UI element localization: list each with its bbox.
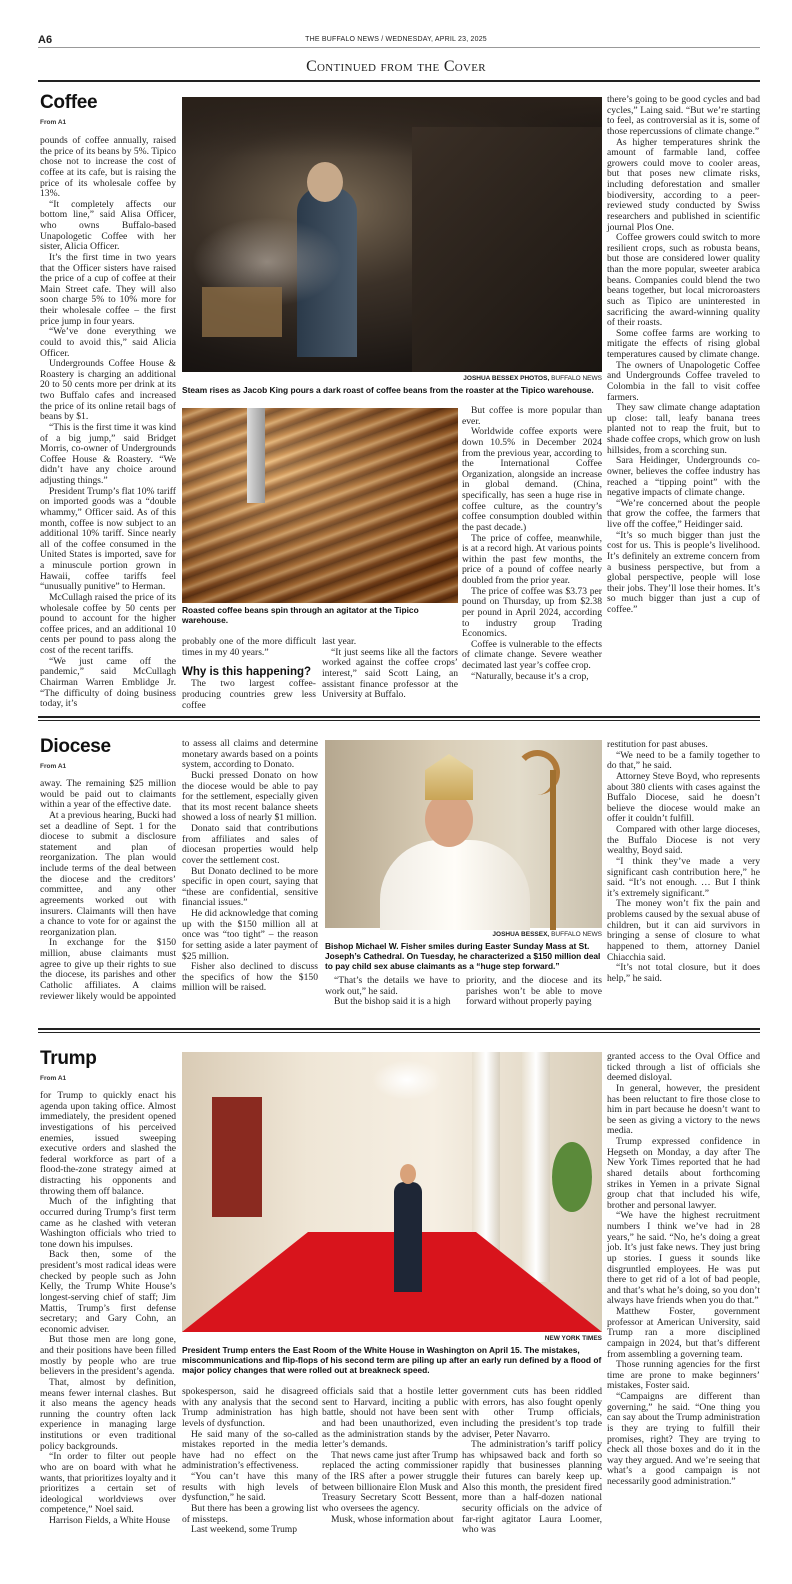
agitator-arm — [247, 408, 265, 503]
paragraph: The money won’t fix the pain and problems caused by the sexual abuse of children, but it can aid survivors in bringing a sense of closure to what happened to them, attorney Daniel Chiacchia said. — [607, 898, 760, 963]
paragraph: Some coffee farms are working to mitigate the effects of rising global temperatures caused by climate change. — [607, 327, 760, 360]
paragraph: McCullagh raised the price of its wholesale coffee by 50 cents per pound to account for the higher coffee prices, and an additional 10 cents per pound to pass along the cost of the recent tariffs. — [40, 591, 176, 656]
photo-east-room — [182, 1052, 602, 1332]
paragraph: “It completely affects our bottom line,” said Alisa Officer, who owns Buffalo-based Unapologetic Coffee with her sister, Alicia Officer. — [40, 198, 176, 253]
paragraph: Compared with other large dioceses, the Buffalo Diocese is not very wealthy, Boyd said. — [607, 824, 760, 857]
paragraph: “I think they’ve made a very significant cash contribution here,” he said. “It’s not enough. … But I think it’s extremely significant.” — [607, 855, 760, 899]
photo-caption: Steam rises as Jacob King pours a dark roast of coffee beans from the roaster at the Tipico warehouse. — [182, 385, 594, 395]
paragraph: Sara Heidinger, Undergrounds co-owner, believes the coffee industry has reached a “tipping point” with the negative impacts of climate change. — [607, 455, 760, 499]
paragraph: It’s the first time in two years that the Officer sisters have raised the price of a cup of coffee at their Main Street cafe. They will also soon charge 5% to 10% more for their wholesale coffee – the first price jump in four years. — [40, 251, 176, 327]
doorway — [212, 1097, 262, 1217]
paragraph: The two largest coffee-producing countries grew less coffee — [182, 678, 316, 711]
paragraph: Those running agencies for the first time are prone to make beginners’ mistakes, Foster said. — [607, 1359, 760, 1392]
paragraph: The price of coffee was $3.73 per pound on Thursday, up from $2.38 per pound in April 2024, according to industry group Trading Economics. — [462, 585, 602, 640]
photo-caption: President Trump enters the East Room of the White House in Washington on April 15. The mistakes, miscommunications and flip-flops of his second term are piling up after an early run defined by a flood of major policy changes that were rolled out at breakneck speed. — [182, 1345, 602, 1376]
section-banner: Continued from the Cover — [306, 58, 486, 75]
paragraph: Musk, whose information about — [331, 1513, 454, 1525]
trump-column-1 — [40, 1091, 176, 1577]
photo-bishop — [325, 740, 602, 928]
photo-credit: JOSHUA BESSEX PHOTOS, BUFFALO NEWS — [463, 375, 602, 382]
paragraph: That news came just after Trump replaced the acting commissioner of the IRS after a power struggle between billionaire Elon Musk and Treasury Secretary Scott Bessent, who oversees the agency. — [322, 1449, 458, 1514]
paragraph: Donato said that contributions from affiliates and sales of diocesan properties would help cover the settlement cost. — [182, 823, 318, 866]
header-rule — [38, 47, 760, 48]
paragraph: “We just came off the pandemic,” said McCullagh Chairman Warren Emblidge Jr. “The difficulty of doing business today, it’s — [40, 655, 176, 710]
paragraph: President Trump’s flat 10% tariff on imported goods was a “double whammy,” Officer said. As of this month, coffee is now subject to an additional 10% tariff. Since nearly all of the coffee consumed in the United States is imported, save for a minuscule portion grown in Hawaii, coffee tariffs feel “unusually punitive” to Herman. — [40, 485, 176, 593]
paragraph: officials said that a hostile letter sent to Harvard, inciting a public battle, should not have been sent and had been unauthorized, even as the administration stands by the letter’s demands. — [322, 1386, 458, 1451]
jump-from-label: From A1 — [40, 119, 67, 126]
paragraph: But Donato declined to be more specific in open court, saying that “these are confidential, sensitive financial issues.” — [182, 865, 318, 909]
coffee-column-1 — [40, 135, 176, 710]
paragraph: In general, however, the president has been reluctant to fire those close to him in part because he doesn’t want to be seen as giving a victory to the news media. — [607, 1082, 760, 1137]
paragraph: government cuts has been riddled with errors, has also fought openly with other Trump officials, including the president’s top trade adviser, Peter Navarro. — [462, 1386, 602, 1440]
subhead: Why is this happening? — [182, 666, 312, 679]
paragraph: probably one of the more difficult times in my 40 years.” — [182, 636, 316, 658]
diocese-column-1 — [40, 779, 176, 1014]
dateline: THE BUFFALO NEWS / WEDNESDAY, APRIL 23, 2025 — [305, 36, 487, 43]
paragraph: The administration’s tariff policy has whipsawed back and forth so rapidly that businesses planning their futures can barely keep up. Also this month, the president fired more than a half-dozen national security officials on the advice of far-right agitator Laura Loomer, who was — [462, 1439, 602, 1536]
paragraph: As higher temperatures shrink the amount of farmable land, coffee growers could move to cooler areas, but that poses new climate risks, including deforestation and smaller biodiversity, according to a peer-reviewed study conducted by Swiss researchers and published in scientific journal Plos One. — [607, 136, 760, 233]
paragraph: Matthew Foster, government professor at American University, said Trump ran a more disciplined campaign in 2024, but that’s different from assembling a governing team. — [607, 1306, 760, 1360]
paragraph: They saw climate change adaptation up close: tall, leafy banana trees planted not to reap the fruit, but to shade coffee crops, which grow on lush hillsides, from a scorching sun. — [607, 402, 760, 456]
paragraph: That, almost by definition, means fewer internal clashes. But it also means the agency heads running the country often lack experience in managing large institutions or even traditional policy backgrounds. — [40, 1376, 176, 1452]
paragraph: “Campaigns are different than governing,” he said. “One thing you can say about the Trump administration is they are trying to fulfill their promises, right? They are trying to check all those boxes and do it in the way they argued. And we’re seeing that what’s a good campaign is not necessarily good administration.” — [607, 1391, 760, 1487]
trump-column-2 — [182, 1387, 318, 1577]
photo-coffee-roaster — [182, 97, 602, 372]
banner-rule — [38, 80, 760, 82]
paragraph: “We have the highest recruitment numbers I think we’ve had in 28 years,” he said. “No, he’s doing a great job. It’s just fake news. They just bring up stories. I guess it sounds like disgruntled employees. He was put there to get rid of a lot of bad people, and that’s what he’s doing, so you don’t always have friends when you do that.” — [607, 1210, 760, 1307]
section-divider — [38, 716, 760, 721]
paragraph: Much of the infighting that occurred during Trump’s first term came as he clashed with veteran Washington officials who tried to tone down his impulses. — [40, 1196, 176, 1250]
photo-coffee-beans — [182, 408, 458, 603]
story-title-diocese: Diocese — [40, 736, 111, 757]
paragraph: He said many of the so-called mistakes reported in the media have had no effect on the administration’s effectiveness. — [182, 1428, 318, 1472]
coffee-column-2 — [182, 636, 316, 711]
paragraph: “It’s not total closure, but it does help,” he said. — [607, 962, 760, 984]
trump-column-3 — [322, 1387, 458, 1577]
paragraph: Worldwide coffee exports were down 10.5% in December 2024 from the previous year, according to the International Coffee Organization, alongside an increase in global demand. (China, specifically, has seen a huge rise in coffee culture, as the country’s coffee consumption doubled within the past decade.) — [462, 426, 602, 533]
story-title-coffee: Coffee — [40, 92, 98, 113]
jump-from-label: From A1 — [40, 763, 67, 770]
paragraph: Last weekend, some Trump — [191, 1524, 298, 1536]
paragraph: there’s going to be good cycles and bad cycles,” Laing said. “But we’re starting to feel, as controversial as it is, some of those repercussions of climate change.” — [607, 94, 760, 137]
paragraph: to assess all claims and determine monetary awards based on a points system, according to Donato. — [182, 738, 318, 771]
chandelier — [372, 1060, 442, 1100]
paragraph: priority, and the diocese and its parishes won’t be able to move forward without properly paying — [466, 975, 602, 1008]
plant — [552, 1142, 592, 1212]
section-divider — [38, 1028, 760, 1033]
paragraph: At a previous hearing, Bucki had set a deadline of Sept. 1 for the diocese to submit a disclosure statement and plan of reorganization. The plan would include terms of the deal between the diocese and the creditors’ committee, and any other agreements worked out with insurers. Claimants will then have a chance to vote for or against the reorganization plan. — [40, 809, 176, 938]
diocese-column-4 — [466, 976, 602, 1014]
miter — [425, 754, 473, 800]
paragraph: last year. — [322, 636, 357, 647]
paragraph: “We need to be a family together to do that,” he said. — [607, 749, 760, 772]
trump-column-4 — [462, 1387, 602, 1577]
page-number: A6 — [38, 34, 53, 46]
paragraph: pounds of coffee annually, raised the price of its beans by 5%. Tipico chose not to increase the cost of coffee at its cafe, but is raising the price of its wholesale coffee by 13%. — [40, 135, 176, 200]
paragraph: Back then, some of the president’s most radical ideas were checked by people such as John Kelly, the Trump White House’s longest-serving chief of staff; Jim Mattis, Trump’s first defense secretary; and Gary Cohn, an economic adviser. — [40, 1249, 176, 1335]
paragraph: restitution for past abuses. — [607, 739, 708, 750]
diocese-column-5 — [607, 740, 760, 1014]
photo-credit: NEW YORK TIMES — [544, 1335, 602, 1342]
photo-caption: Bishop Michael W. Fisher smiles during Easter Sunday Mass at St. Joseph’s Cathedral. On Tuesday, he characterized a $150 million deal to pay child sex abuse claimants as a “huge step forward.” — [325, 941, 601, 972]
paragraph: But coffee is more popular than ever. — [462, 405, 602, 427]
paragraph: “This is the first time it was kind of a big jump,” said Bridget Morris, co-owner of Undergrounds Coffee House & Roastery. “We didn’t have any choice around adjusting things.” — [40, 421, 176, 486]
paragraph: Coffee growers could switch to more resilient crops, such as robusta beans, but those are considered lower quality than the more popular, sweeter arabica beans. Companies could blend the two beans together, but local microroasters such as Tipico are uninterested in sacrificing the award-winning quality of their roasts. — [607, 232, 760, 329]
paragraph: Undergrounds Coffee House & Roastery is charging an additional 20 to 50 cents more per drink at its two Buffalo cafes and increased the price of its online retail bags of beans by $1. — [40, 358, 176, 423]
president-figure — [394, 1182, 422, 1292]
paragraph: Bucki pressed Donato on how the diocese would be able to pay for the settlement, especially given that its most recent balance sheets showed a loss of nearly $1 million. — [182, 769, 318, 824]
vestments — [380, 840, 530, 930]
paragraph: In exchange for the $150 million, abuse claimants must agree to give up their rights to sue the diocese, its parishes and other Catholic affiliates. A claims reviewer likely would be appointed — [40, 937, 176, 1002]
crozier — [550, 770, 556, 930]
paragraph: Harrison Fields, a White House — [49, 1515, 171, 1526]
paragraph: “It just seems like all the factors worked against the coffee crops’ interest,” said Scott Laing, an assistant finance professor at the University at Buffalo. — [322, 646, 458, 701]
paragraph: “It’s so much bigger than just the cost for us. This is people’s livelihood. It’s definitely an extreme concern from a business perspective, but from a global perspective, people will lose their jobs. They’ll lose their homes. It’s so much bigger than just a cup of coffee.” — [607, 529, 760, 615]
paragraph: Fisher also declined to discuss the specifics of how the $150 million will be raised. — [182, 961, 318, 994]
paragraph: The owners of Unapologetic Coffee and Undergrounds Coffee traveled to Colombia in the fall to visit coffee farmers. — [607, 359, 760, 403]
photo-caption: Roasted coffee beans spin through an agitator at the Tipico warehouse. — [182, 605, 419, 626]
paragraph: But the bishop said it is a high — [334, 996, 451, 1008]
coffee-column-5 — [607, 95, 760, 704]
coffee-column-4 — [462, 406, 602, 704]
paragraph: But there has been a growing list of missteps. — [182, 1502, 318, 1525]
paragraph: “In order to filter out people who are on board with what he wants, that prioritizes loyalty and it prioritizes a certain set of ideological worldviews over competence,” Noel said. — [40, 1451, 176, 1516]
paragraph: Trump expressed confidence in Hegseth on Monday, a day after The New York Times reported that he had shared details about forthcoming strikes in Yemen in a private Signal group chat that included his wife, brother and personal lawyer. — [607, 1136, 760, 1211]
paragraph: “That’s the details we have to work out,” he said. — [325, 975, 460, 997]
paragraph: spokesperson, said he disagreed with any analysis that the second Trump administration has high levels of dysfunction. — [182, 1386, 318, 1429]
diocese-column-2 — [182, 739, 318, 1014]
paragraph: But those men are long gone, and their positions have been filled mostly by people who are true believers in the president’s agenda. — [40, 1334, 176, 1378]
paragraph: “We’ve done everything we could to avoid this,” said Alicia Officer. — [40, 326, 176, 359]
paragraph: He did acknowledge that coming up with the $150 million all at once was “too tight” – the reason for setting aside a later payment of $25 million. — [182, 908, 318, 962]
paragraph: The price of coffee, meanwhile, is at a record high. At various points within the past few months, the price of a pound of coffee nearly doubled from the prior year. — [462, 532, 602, 586]
paragraph: for Trump to quickly enact his agenda upon taking office. Almost immediately, the president opened investigations of his perceived enemies, issued sweeping executive orders and slashed the federal workforce as part of a flood-the-zone strategy aimed at distracting his opponents and throwing them off balance. — [40, 1090, 176, 1197]
jump-from-label: From A1 — [40, 1075, 67, 1082]
paragraph: “Naturally, because it’s a crop, — [471, 670, 589, 682]
coffee-column-3 — [322, 637, 458, 704]
paragraph: “You can’t have this many results with high levels of dysfunction,” he said. — [182, 1471, 318, 1504]
paragraph: granted access to the Oval Office and ticked through a list of officials she deemed disloyal. — [607, 1051, 760, 1084]
photo-credit: JOSHUA BESSEX, BUFFALO NEWS — [492, 931, 602, 938]
diocese-column-3 — [325, 976, 460, 1014]
paragraph: Attorney Steve Boyd, who represents about 380 clients with cases against the Buffalo Diocese, said he doesn’t believe the diocese would make an offer it couldn’t fulfill. — [607, 770, 760, 825]
paragraph: “We’re concerned about the people that grow the coffee, the farmers that live off the coffee,” Heidinger said. — [607, 497, 760, 530]
story-title-trump: Trump — [40, 1048, 97, 1069]
paragraph: Coffee is vulnerable to the effects of climate change. Severe weather decimated last year’s coffee crop. — [462, 638, 602, 671]
trump-column-5 — [607, 1052, 760, 1577]
paragraph: away. The remaining $25 million would be paid out to claimants within a year of the effective date. — [40, 778, 176, 811]
